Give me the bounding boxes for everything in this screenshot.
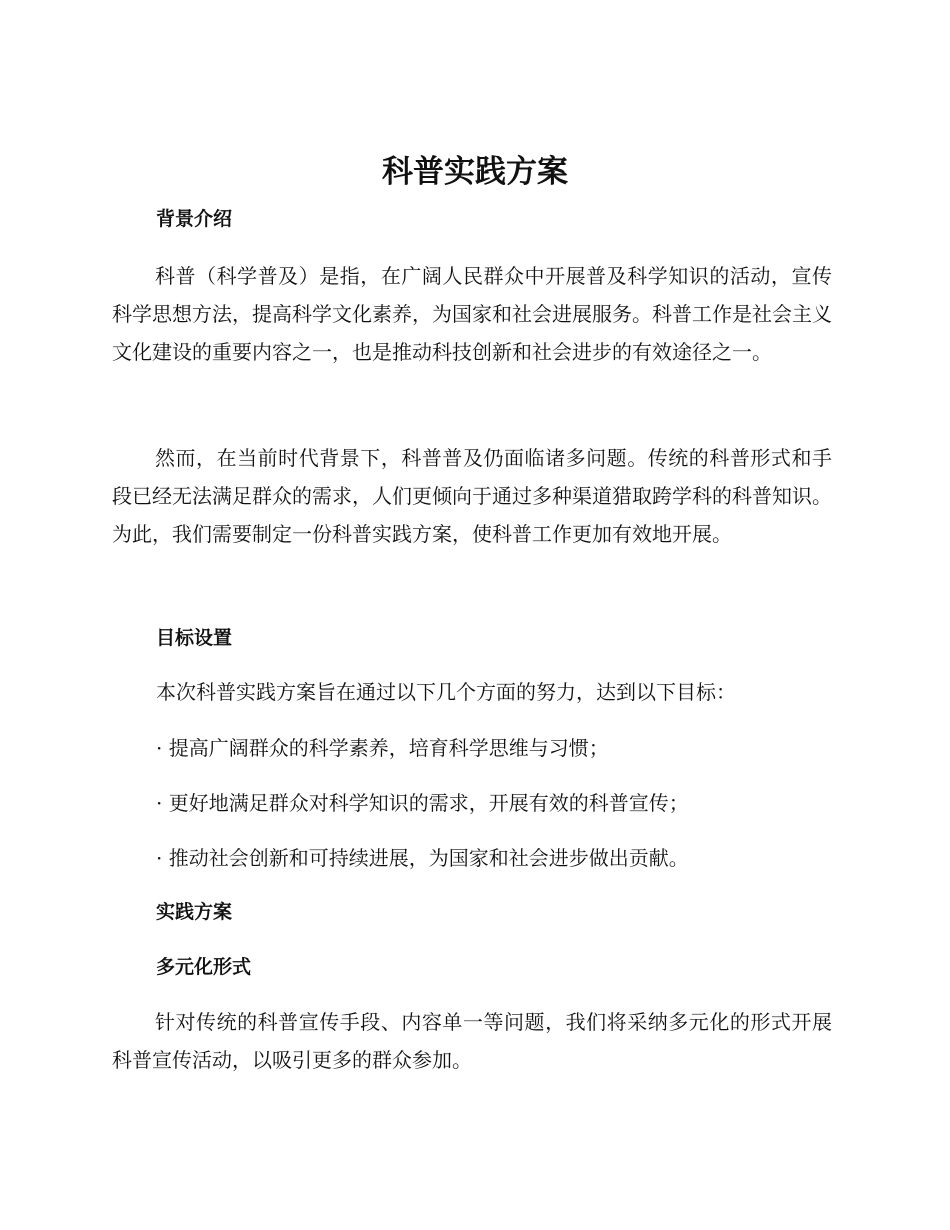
goals-intro: 本次科普实践方案旨在通过以下几个方面的努力，达到以下目标： bbox=[156, 680, 736, 704]
heading-plan: 实践方案 bbox=[156, 901, 233, 923]
heading-background: 背景介绍 bbox=[156, 208, 233, 230]
goal-item-3: · 推动社会创新和可持续进展，为国家和社会进步做出贡献。 bbox=[156, 846, 689, 870]
goal-item-2: · 更好地满足群众对科学知识的需求，开展有效的科普宣传； bbox=[156, 791, 689, 815]
document-title: 科普实践方案 bbox=[382, 154, 568, 190]
paragraph-plan: 针对传统的科普宣传手段、内容单一等问题，我们将采纳多元化的形式开展科普宣传活动，以吸引更多的群众参加。 bbox=[112, 1010, 832, 1072]
heading-goals: 目标设置 bbox=[156, 627, 233, 649]
subheading-diversified-forms: 多元化形式 bbox=[156, 956, 252, 978]
paragraph-background-2: 然而，在当前时代背景下，科普普及仍面临诸多问题。传统的科普形式和手段已经无法满足群众的需求，人们更倾向于通过多种渠道猎取跨学科的科普知识。为此，我们需要制定一份科普实践方案，使科普工作更加有效地开展。 bbox=[112, 446, 832, 546]
paragraph-background-1: 科普（科学普及）是指，在广阔人民群众中开展普及科学知识的活动，宣传科学思想方法，提高科学文化素养，为国家和社会进展服务。科普工作是社会主义文化建设的重要内容之一，也是推动科技创新和社会进步的有效途径之一。 bbox=[112, 264, 832, 364]
goal-item-1: · 提高广阔群众的科学素养，培育科学思维与习惯； bbox=[156, 736, 609, 760]
